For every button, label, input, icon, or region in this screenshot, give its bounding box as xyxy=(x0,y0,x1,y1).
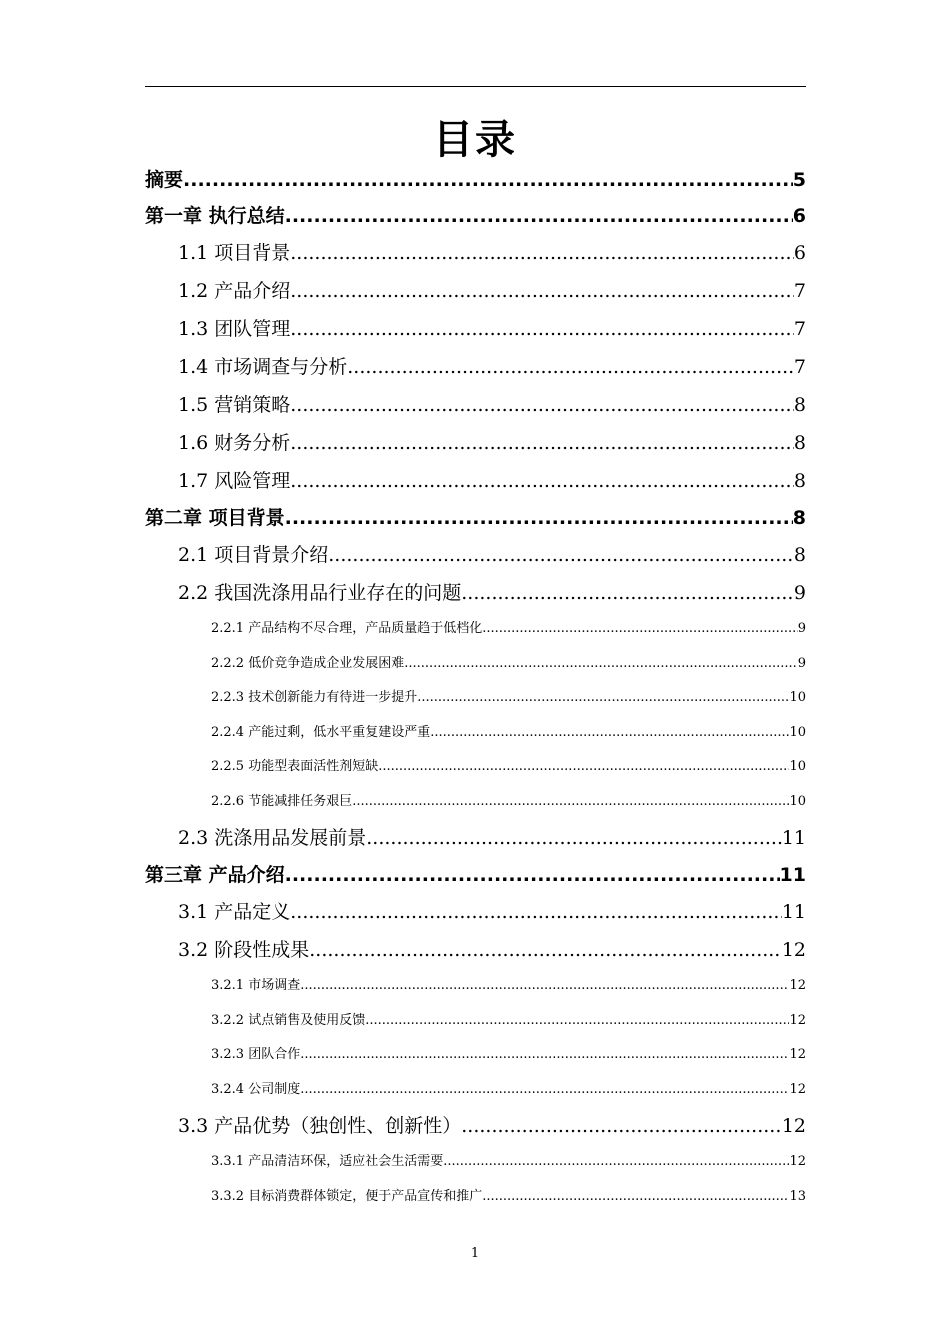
toc-entry-page: 7 xyxy=(793,356,806,378)
toc-leader-dots xyxy=(417,681,789,716)
toc-entry-page: 10 xyxy=(789,690,806,705)
toc-leader-dots xyxy=(290,310,794,348)
toc-leader-dots xyxy=(183,162,793,198)
toc-leader-dots xyxy=(404,647,798,682)
toc-entry-label: 2.2.3 技术创新能力有待进一步提升 xyxy=(211,690,418,705)
toc-entry-page: 12 xyxy=(789,1047,806,1062)
toc-entry-page: 13 xyxy=(789,1188,806,1204)
toc-entry-page: 8 xyxy=(793,432,806,454)
toc-entry-label: 第一章 执行总结 xyxy=(145,205,285,227)
toc-leader-dots xyxy=(430,716,789,751)
toc-entry[interactable] xyxy=(145,574,806,612)
toc-leader-dots xyxy=(285,500,793,536)
toc-entry-page: 8 xyxy=(793,394,806,416)
toc-entry[interactable] xyxy=(145,272,806,310)
toc-entry-page: 9 xyxy=(797,621,806,636)
toc-entry-page: 9 xyxy=(793,582,806,604)
toc-entry[interactable] xyxy=(145,1145,806,1180)
header-rule xyxy=(145,86,806,87)
toc-entry-label: 2.1 项目背景介绍 xyxy=(178,544,329,566)
toc-entry-page: 7 xyxy=(793,280,806,302)
toc-entry-label: 2.2.2 低价竞争造成企业发展困难 xyxy=(211,655,405,671)
toc-entry-page: 9 xyxy=(797,655,806,671)
toc-leader-dots xyxy=(366,819,782,857)
toc-entry-label: 3.3.1 产品清洁环保，适应社会生活需要 xyxy=(211,1154,444,1169)
toc-entry-page: 12 xyxy=(789,1012,806,1028)
toc-entry-label: 1.2 产品介绍 xyxy=(178,280,291,302)
toc-entry[interactable] xyxy=(145,969,806,1004)
toc-entry-page: 11 xyxy=(781,901,806,923)
toc-leader-dots xyxy=(285,857,780,893)
toc-entry-page: 8 xyxy=(793,544,806,566)
toc-entry[interactable] xyxy=(145,681,806,716)
toc-entry[interactable] xyxy=(145,1180,806,1215)
toc-entry-label: 2.2.4 产能过剩，低水平重复建设严重 xyxy=(211,724,431,740)
toc-leader-dots xyxy=(290,234,794,272)
toc-entry[interactable] xyxy=(145,462,806,500)
toc-entry[interactable] xyxy=(145,310,806,348)
toc-leader-dots xyxy=(443,1145,789,1180)
toc-entry-page: 10 xyxy=(789,759,806,774)
toc-entry-label: 3.2.3 团队合作 xyxy=(211,1047,301,1062)
toc-entry-page: 12 xyxy=(789,1154,806,1169)
toc-entry-label: 第三章 产品介绍 xyxy=(145,864,285,886)
toc-entry-label: 1.4 市场调查与分析 xyxy=(178,356,348,378)
toc-entry-page: 10 xyxy=(789,724,806,740)
toc-leader-dots xyxy=(328,536,794,574)
toc-entry-page: 6 xyxy=(793,242,806,264)
toc-entry-label: 1.7 风险管理 xyxy=(178,470,291,492)
toc-leader-dots xyxy=(378,750,789,785)
toc-entry-label: 2.2.6 节能减排任务艰巨 xyxy=(211,793,353,809)
toc-entry[interactable] xyxy=(145,647,806,682)
page-title: 目录 xyxy=(433,117,517,163)
toc-entry[interactable] xyxy=(145,612,806,647)
toc-leader-dots xyxy=(309,931,782,969)
page-number: 1 xyxy=(470,1246,480,1261)
toc-leader-dots xyxy=(482,612,798,647)
toc-entry[interactable] xyxy=(145,162,806,198)
toc-entry-label: 1.1 项目背景 xyxy=(178,242,291,264)
toc-entry[interactable] xyxy=(145,234,806,272)
toc-entry[interactable] xyxy=(145,536,806,574)
toc-entry[interactable] xyxy=(145,931,806,969)
toc-entry[interactable] xyxy=(145,819,806,857)
toc-entry-page: 11 xyxy=(779,864,806,886)
toc-leader-dots xyxy=(290,386,794,424)
toc-entry-label: 3.3 产品优势（独创性、创新性） xyxy=(178,1115,462,1137)
toc-leader-dots xyxy=(461,574,794,612)
toc-entry[interactable] xyxy=(145,198,806,234)
toc-entry-page: 12 xyxy=(781,939,806,961)
toc-entry-page: 10 xyxy=(789,793,806,809)
toc-entry[interactable] xyxy=(145,500,806,536)
toc-entry-page: 11 xyxy=(781,827,806,849)
toc-entry[interactable] xyxy=(145,424,806,462)
toc-leader-dots xyxy=(300,1038,789,1073)
toc-entry-page: 5 xyxy=(792,169,806,191)
toc-entry[interactable] xyxy=(145,348,806,386)
toc-leader-dots xyxy=(290,462,794,500)
toc-entry-label: 2.3 洗涤用品发展前景 xyxy=(178,827,367,849)
toc-entry-label: 3.2.1 市场调查 xyxy=(211,978,301,993)
toc-leader-dots xyxy=(352,785,789,820)
toc-entry[interactable] xyxy=(145,716,806,751)
toc-entry[interactable] xyxy=(145,893,806,931)
toc-entry-label: 摘要 xyxy=(145,169,184,191)
toc-entry-label: 1.5 营销策略 xyxy=(178,394,291,416)
toc-leader-dots xyxy=(482,1180,789,1215)
toc-entry-label: 3.1 产品定义 xyxy=(178,901,291,923)
toc-entry[interactable] xyxy=(145,1004,806,1039)
toc-leader-dots xyxy=(290,424,794,462)
toc-entry-label: 3.2.4 公司制度 xyxy=(211,1081,301,1097)
toc-leader-dots xyxy=(300,1073,789,1108)
toc-entry-label: 3.2.2 试点销售及使用反馈 xyxy=(211,1012,366,1028)
toc-entry-page: 8 xyxy=(792,507,806,529)
toc-leader-dots xyxy=(290,272,794,310)
toc-entry[interactable] xyxy=(145,386,806,424)
toc-entry[interactable] xyxy=(145,857,806,893)
toc-entry-page: 12 xyxy=(781,1115,806,1137)
toc-entry-label: 3.3.2 目标消费群体锁定，便于产品宣传和推广 xyxy=(211,1188,483,1204)
toc-entry-page: 12 xyxy=(789,1081,806,1097)
toc-leader-dots xyxy=(365,1004,789,1039)
toc-leader-dots xyxy=(347,348,794,386)
toc-entry-label: 2.2.5 功能型表面活性剂短缺 xyxy=(211,759,379,774)
toc-leader-dots xyxy=(461,1107,782,1145)
toc-entry[interactable] xyxy=(145,1038,806,1073)
toc-entry-label: 第二章 项目背景 xyxy=(145,507,285,529)
toc-entry-label: 2.2 我国洗涤用品行业存在的问题 xyxy=(178,582,462,604)
toc-leader-dots xyxy=(290,893,782,931)
toc-entry-page: 6 xyxy=(792,205,806,227)
toc-entry-page: 12 xyxy=(789,978,806,993)
toc-entry[interactable] xyxy=(145,1073,806,1108)
toc-entry-label: 1.3 团队管理 xyxy=(178,318,291,340)
toc-entry-label: 3.2 阶段性成果 xyxy=(178,939,310,961)
toc-leader-dots xyxy=(285,198,793,234)
table-of-contents xyxy=(145,162,806,1214)
toc-entry-page: 7 xyxy=(793,318,806,340)
toc-entry-page: 8 xyxy=(793,470,806,492)
toc-entry-label: 2.2.1 产品结构不尽合理，产品质量趋于低档化 xyxy=(211,621,483,636)
toc-entry[interactable] xyxy=(145,1107,806,1145)
toc-leader-dots xyxy=(300,969,789,1004)
toc-entry[interactable] xyxy=(145,750,806,785)
toc-entry[interactable] xyxy=(145,785,806,820)
toc-entry-label: 1.6 财务分析 xyxy=(178,432,291,454)
